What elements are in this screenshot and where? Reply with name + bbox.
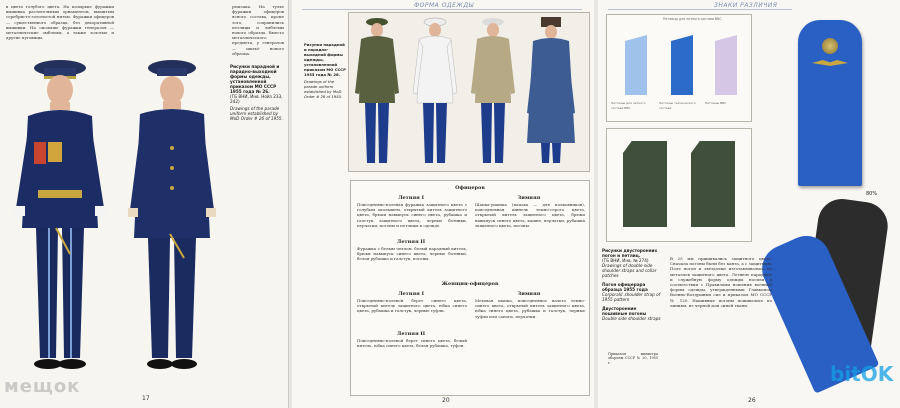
caption-side-en: Drawings of the parade uniform established by MoD Order # 26 of 1955. bbox=[304, 79, 343, 99]
women-winter-title: Зимняя bbox=[517, 291, 541, 297]
header-rule-right bbox=[608, 9, 792, 10]
summer2-title: Летняя II bbox=[396, 239, 426, 245]
caption-b-title: Погон офицерара образца 1955 года bbox=[602, 282, 648, 292]
women-summer1-text: Повседневно-полевой берет синего цвета, открытый китель защитного цвета, юбка синего цвета, рубашка и галстук, черные туфли. bbox=[357, 298, 467, 314]
page-middle bbox=[292, 0, 594, 408]
page-number-right: 26 bbox=[748, 397, 756, 404]
scale-label: 80% bbox=[866, 191, 878, 197]
winter-text: Шапка-ушанка (папаха — для полковников), повседневная шинель темно-серого цвета, открытый китель защитного цвета, брюки навыпуск синего цвета, кашне, перчатки, рубашка защитного цвета, погоны. bbox=[475, 202, 585, 228]
bottom-caption: Приказом министра обороны СССР № 20, 1955 г. bbox=[608, 352, 658, 365]
caption-c-title: Двусторонние пошивные погоны bbox=[602, 306, 647, 316]
officer-uniform-figure bbox=[122, 58, 222, 376]
section-officers-title: Офицеров bbox=[455, 185, 485, 191]
figure-caption bbox=[230, 64, 286, 121]
general-uniform-figure bbox=[8, 58, 112, 376]
page-number-middle: 20 bbox=[442, 397, 450, 404]
summer2-text: Фуражка с белым чехлом, белый парадный китель, брюки навыпуск синего цвета, черные ботинки, белая рубашка и галстук, погоны. bbox=[357, 246, 467, 262]
caption-title: Рисунки парадной и парадно-выходной формы одежды, установленной приказом МО СССР 1955 года № 26. bbox=[230, 64, 280, 94]
patch-label-2: Петлицы технического состава bbox=[659, 101, 696, 110]
patch-label-1: Петлицы для летного состава ВВС bbox=[611, 101, 646, 110]
caption-ref: (ГБ ВНИ, Инв. Нойз 233, 242) bbox=[230, 94, 283, 104]
right-body-text: В 25 мм пришивались защитного цвета. Сначала погоны были без канта, а с защитным. Поле погон и звёздочки изготавливались из металлов защитного цвета. Летнюю парадную и служебную форму одежды носили в соответствии с Правилами ношения военной формы одежды, утвержденными Главкомом Военно-Воздушных сил и приказом МО СССР № 120. Нашивные погоны пошивались по линиям, из черной или синей ткани. bbox=[670, 256, 772, 308]
header-rule bbox=[302, 9, 582, 10]
caption-c-en: Double side shoulder straps bbox=[602, 316, 661, 321]
winter-title: Зимняя bbox=[517, 195, 541, 201]
patches-label: Петлицы для летного состава ВВС bbox=[663, 17, 722, 21]
intro-text-left: в цвета голубого цвета. На козырьке фуражки вышивка растительным орнаментом, вышитым серебристо-золотистой нитью. Фуражки офицеров — существенного образца, без декоративной вышивки. На околыше фуражки генералов — металлические эмблемы, а также золотые и другие пуговицы. bbox=[6, 4, 114, 41]
shoulder-straps-box bbox=[606, 128, 752, 242]
collar-patch-lightblue bbox=[625, 35, 647, 95]
four-officer-figures bbox=[349, 13, 589, 171]
section-women-title: Женщин-офицеров bbox=[441, 281, 499, 287]
women-summer1-title: Летняя I bbox=[398, 291, 424, 297]
caption-a bbox=[602, 248, 662, 321]
figure-caption-side bbox=[304, 42, 346, 99]
caption-side-title: Рисунки парадной и парадно-выходной формы одежды, установленной приказом МО СССР 1955 года № 26. bbox=[304, 42, 346, 77]
collar-patch-lilac bbox=[715, 35, 737, 95]
caption-english: Drawings of the parade uniform established by MoD Order # 26 of 1955. bbox=[230, 106, 283, 121]
shoulder-strap-green-2 bbox=[691, 141, 735, 227]
uniform-description-box bbox=[350, 180, 590, 396]
summer1-text: Повседневно-полевая фуражка защитного цвета с голубым околышем, открытый китель защитного цвета, брюки навыпуск синего цвета, рубашка и галстук защитного цвета, черные ботинки, перчатки, погоны и петлицы к одежде. bbox=[357, 202, 467, 228]
patch-label-3: Петлицы ВВС bbox=[705, 101, 727, 105]
uniform-figures-panel bbox=[348, 12, 590, 172]
collar-patches-box bbox=[606, 14, 752, 122]
page-number-left: 17 bbox=[142, 395, 150, 402]
caption-b-en: Corporals' shoulder strap of 1955 pattern bbox=[602, 292, 661, 302]
women-summer2-text: Повседневно-полевой берет синего цвета, белый китель, юбка синего цвета, белая рубашка, туфли. bbox=[357, 338, 467, 349]
strap-button bbox=[822, 38, 838, 54]
shoulder-strap-green-1 bbox=[623, 141, 667, 227]
caption-a-en: Drawings of double side shoulder straps and collar patches bbox=[602, 263, 657, 278]
aviation-emblem-icon bbox=[812, 60, 848, 66]
intro-text-right: рюкзака. На тулье фуражки офицеров ясного состава, кроме того, сохранились петлицы и эмблемы нового образца. Вместо металлического предмета, у генералов — шитьё нового образца. bbox=[232, 4, 284, 56]
caption-a-ref: (ГБ ВНИ, Инв. № 274) bbox=[602, 258, 649, 263]
watermark-bitok: bitOK bbox=[830, 362, 894, 386]
summer1-title: Летняя I bbox=[398, 195, 424, 201]
women-winter-text: Меховая шапка, повседневное пальто темно-синего цвета, открытый китель защитного цвета, юбка синего цвета, рубашка и галстук, черные туфли или сапоги, перчатки. bbox=[475, 298, 585, 319]
page-right bbox=[598, 0, 900, 408]
page-header-right: ЗНАКИ РАЗЛИЧИЯ bbox=[714, 2, 778, 9]
caption-a-title: Рисунки двусторонних погон и петлиц. bbox=[602, 248, 658, 258]
page-left bbox=[0, 0, 289, 408]
collar-patch-blue bbox=[671, 35, 693, 95]
page-header-middle: ФОРМА ОДЕЖДЫ bbox=[414, 2, 474, 9]
women-summer2-title: Летняя II bbox=[396, 331, 426, 337]
watermark-meshok: мещок bbox=[4, 376, 81, 397]
officer-shoulder-strap-large bbox=[798, 20, 862, 186]
